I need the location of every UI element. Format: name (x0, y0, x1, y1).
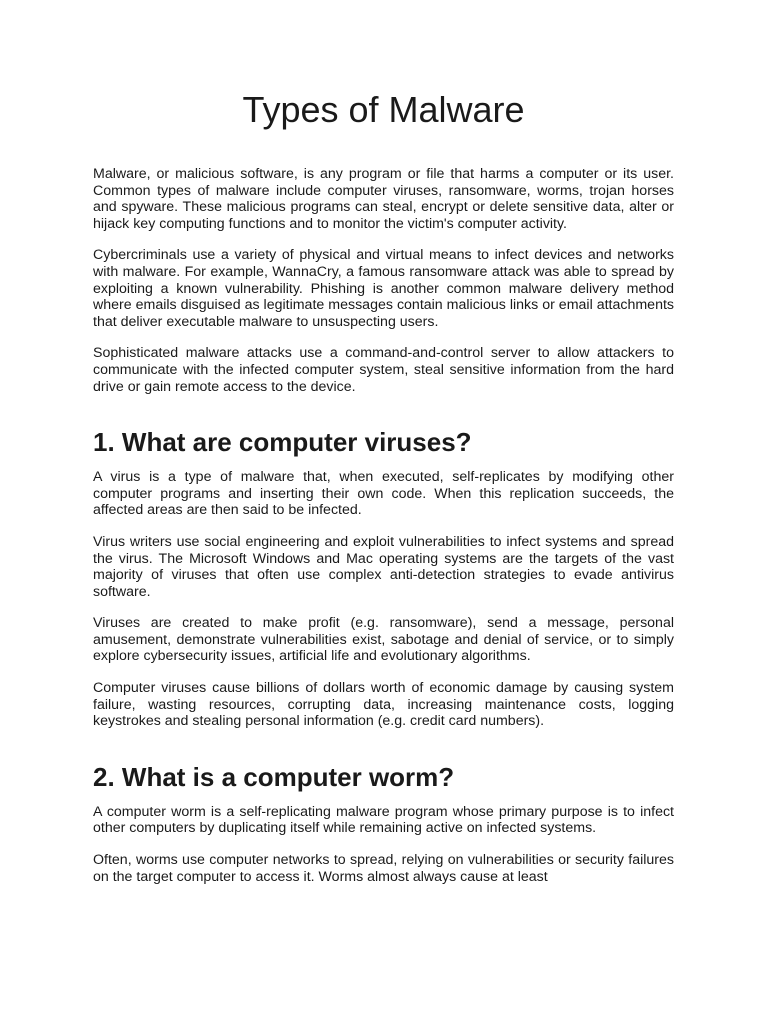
document-title: Types of Malware (242, 89, 525, 130)
intro-paragraph: Cybercriminals use a variety of physical and virtual means to infect devices and networks with malware. For example, WannaCry, a famous ransomware attack was able to spread by exploiting a known vulnerability. Phishing is another common malware delivery method where emails disguised as legitimate messages contain malicious links or email attachments that deliver executable malware to unsuspecting users. (93, 247, 674, 330)
section-paragraph: Often, worms use computer networks to spread, relying on vulnerabilities or security failures on the target computer to access it. Worms almost always cause at least (93, 852, 674, 885)
section-heading-viruses: 1. What are computer viruses? (93, 427, 472, 458)
section-paragraph: Virus writers use social engineering and exploit vulnerabilities to infect systems and spread the virus. The Microsoft Windows and Mac operating systems are the targets of the vast majority of viruses that often use complex anti-detection strategies to evade antivirus software. (93, 533, 674, 600)
section-paragraph: Viruses are created to make profit (e.g. ransomware), send a message, personal amusement, demonstrate vulnerabilities exist, sabotage and denial of service, or to simply explore cybersecurity issues, artificial life and evolutionary algorithms. (93, 615, 674, 665)
section-heading-worms: 2. What is a computer worm? (93, 761, 455, 792)
intro-paragraph: Sophisticated malware attacks use a command-and-control server to allow attackers to communicate with the infected computer system, steal sensitive information from the hard drive or gain remote access to the device. (93, 345, 674, 395)
section-paragraph: A computer worm is a self-replicating malware program whose primary purpose is to infect other computers by duplicating itself while remaining active on infected systems. (93, 803, 674, 837)
section-paragraph: A virus is a type of malware that, when executed, self-replicates by modifying other computer programs and inserting their own code. When this replication succeeds, the affected areas are then said to be infected. (93, 469, 674, 519)
section-paragraph: Computer viruses cause billions of dollars worth of economic damage by causing system failure, wasting resources, corrupting data, increasing maintenance costs, logging keystrokes and stealing personal information (e.g. credit card numbers). (93, 680, 674, 730)
document-page (93, 0, 674, 885)
intro-paragraph: Malware, or malicious software, is any program or file that harms a computer or its user. Common types of malware include computer viruses, ransomware, worms, trojan horses and spyware. These malicious programs can steal, encrypt or delete sensitive data, alter or hijack key computing functions and to monitor the victim's computer activity. (93, 166, 674, 232)
